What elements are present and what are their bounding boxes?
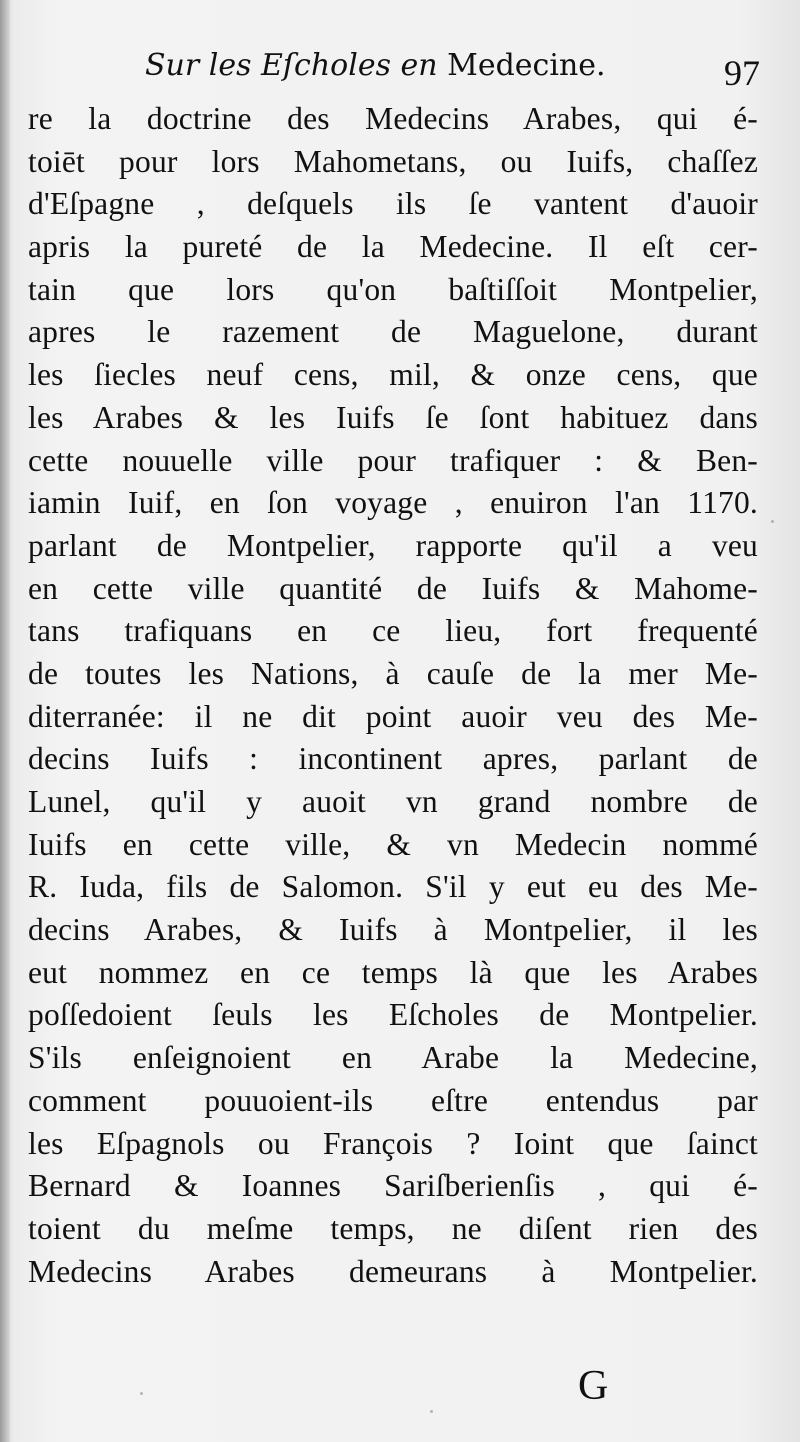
- paper-speck: [430, 1410, 433, 1413]
- page-header: [30, 48, 760, 98]
- body-text: [28, 98, 758, 1293]
- paper-speck: [140, 1392, 143, 1395]
- page-number: 97: [724, 53, 760, 93]
- text-line: toiēt pour lors Mahometans, ou Iuifs, chaſſez: [28, 143, 758, 179]
- text-line: de toutes les Nations, à cauſe de la mer Me-: [28, 655, 758, 691]
- text-line: Medecins Arabes demeurans à Montpelier.: [28, 1253, 758, 1289]
- text-line: diterranée: il ne dit point auoir veu des Me-: [28, 698, 758, 734]
- text-line: re la doctrine des Medecins Arabes, qui é-: [28, 101, 758, 136]
- text-line: tans trafiquans en ce lieu, fort frequenté: [28, 613, 758, 649]
- text-line: en cette ville quantité de Iuifs & Mahome-: [28, 570, 758, 606]
- text-line: d'Eſpagne , deſquels ils ſe vantent d'auoir: [28, 186, 758, 222]
- running-head-part-a: Sur les: [145, 48, 262, 83]
- text-line: toient du meſme temps, ne diſent rien des: [28, 1210, 758, 1246]
- text-line: Bernard & Ioannes Sariſberienſis , qui é-: [28, 1168, 758, 1204]
- text-line: comment pouuoient-ils eſtre entendus par: [28, 1082, 758, 1118]
- paper-speck: [771, 520, 774, 523]
- page-binding-edge: [0, 0, 10, 1442]
- text-line: S'ils enſeignoient en Arabe la Medecine,: [28, 1040, 758, 1076]
- text-line: Lunel, qu'il y auoit vn grand nombre de: [28, 784, 758, 819]
- text-line: apres le razement de Maguelone, durant: [28, 314, 758, 350]
- text-line: les Arabes & les Iuifs ſe ſont habituez dans: [28, 399, 758, 435]
- text-line: parlant de Montpelier, rapporte qu'il a veu: [28, 527, 758, 563]
- running-head: [145, 48, 606, 83]
- running-head-part-b: Eſcholes en: [261, 48, 448, 83]
- text-line: decins Arabes, & Iuifs à Montpelier, il les: [28, 912, 758, 948]
- text-line: apris la pureté de la Medecine. Il eſt cer-: [28, 229, 758, 265]
- text-line: iamin Iuif, en ſon voyage , enuiron l'an 1170.: [28, 485, 758, 521]
- text-line: tain que lors qu'on baſtiſſoit Montpelier,: [28, 271, 758, 307]
- text-line: les Eſpagnols ou François ? Ioint que ſainct: [28, 1125, 758, 1161]
- text-line: decins Iuifs : incontinent apres, parlant de: [28, 741, 758, 777]
- text-line: Iuifs en cette ville, & vn Medecin nommé: [28, 826, 758, 862]
- text-line: cette nouuelle ville pour trafiquer : & Ben-: [28, 442, 758, 478]
- text-line: poſſedoient ſeuls les Eſcholes de Montpelier.: [28, 997, 758, 1033]
- signature-mark: G: [578, 1363, 609, 1409]
- running-head-part-c: Medecine.: [447, 48, 606, 83]
- text-line: R. Iuda, fils de Salomon. S'il y eut eu des Me-: [28, 869, 758, 905]
- text-line: eut nommez en ce temps là que les Arabes: [28, 954, 758, 990]
- text-line: les ſiecles neuf cens, mil, & onze cens, que: [28, 357, 758, 393]
